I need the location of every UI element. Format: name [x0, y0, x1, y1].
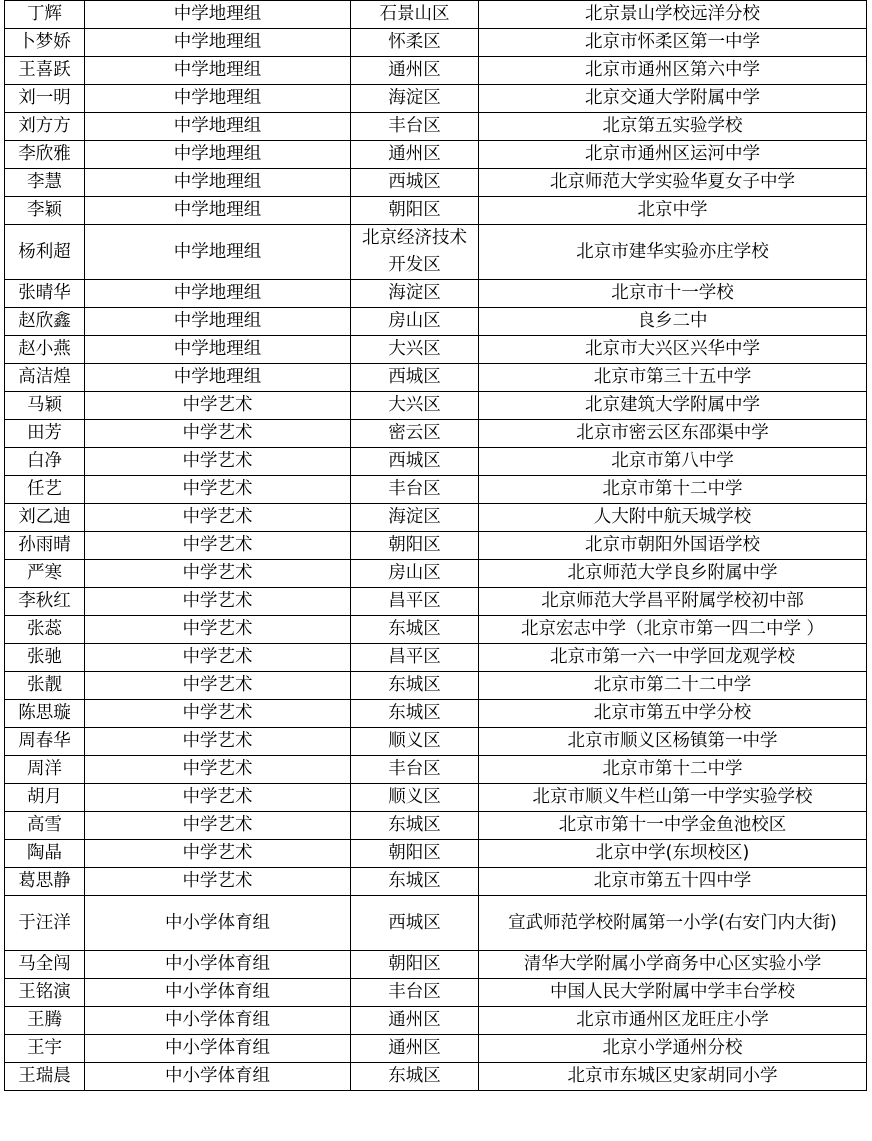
table-row	[5, 840, 867, 868]
table-row	[5, 504, 867, 532]
school-cell: 北京中学	[479, 197, 867, 225]
group-cell: 中学地理组	[85, 57, 351, 85]
name-cell: 张蕊	[5, 616, 85, 644]
school-cell: 清华大学附属小学商务中心区实验小学	[479, 951, 867, 979]
table-row	[5, 141, 867, 169]
district-cell: 石景山区	[351, 1, 479, 29]
district-cell: 丰台区	[351, 979, 479, 1007]
group-cell: 中小学体育组	[85, 1063, 351, 1091]
school-cell: 北京师范大学良乡附属中学	[479, 560, 867, 588]
name-cell: 李颖	[5, 197, 85, 225]
school-cell: 北京市建华实验亦庄学校	[479, 225, 867, 280]
district-cell: 顺义区	[351, 784, 479, 812]
roster-table	[4, 0, 867, 1091]
name-cell: 杨利超	[5, 225, 85, 280]
district-cell: 西城区	[351, 169, 479, 197]
table-row	[5, 420, 867, 448]
district-cell: 通州区	[351, 57, 479, 85]
school-cell: 宣武师范学校附属第一小学(右安门内大街)	[479, 896, 867, 951]
table-row	[5, 588, 867, 616]
district-cell: 丰台区	[351, 756, 479, 784]
name-cell: 王瑞晨	[5, 1063, 85, 1091]
name-cell: 王腾	[5, 1007, 85, 1035]
school-cell: 北京市第二十二中学	[479, 672, 867, 700]
table-row	[5, 1035, 867, 1063]
name-cell: 赵欣鑫	[5, 308, 85, 336]
table-row	[5, 728, 867, 756]
group-cell: 中学地理组	[85, 141, 351, 169]
school-cell: 北京市第五十四中学	[479, 868, 867, 896]
name-cell: 王喜跃	[5, 57, 85, 85]
district-cell: 北京经济技术开发区	[351, 225, 479, 280]
district-cell: 西城区	[351, 364, 479, 392]
district-cell: 海淀区	[351, 504, 479, 532]
table-row	[5, 868, 867, 896]
school-cell: 北京市通州区第六中学	[479, 57, 867, 85]
district-cell: 通州区	[351, 1035, 479, 1063]
name-cell: 李秋红	[5, 588, 85, 616]
table-row	[5, 644, 867, 672]
group-cell: 中学艺术	[85, 784, 351, 812]
name-cell: 周春华	[5, 728, 85, 756]
district-cell: 东城区	[351, 616, 479, 644]
name-cell: 张晴华	[5, 280, 85, 308]
group-cell: 中学艺术	[85, 812, 351, 840]
district-cell: 昌平区	[351, 644, 479, 672]
name-cell: 卜梦娇	[5, 29, 85, 57]
table-row	[5, 448, 867, 476]
table-row	[5, 476, 867, 504]
name-cell: 严寒	[5, 560, 85, 588]
district-cell: 房山区	[351, 308, 479, 336]
school-cell: 北京市顺义区杨镇第一中学	[479, 728, 867, 756]
district-cell: 东城区	[351, 1063, 479, 1091]
district-cell: 东城区	[351, 672, 479, 700]
school-cell: 中国人民大学附属中学丰台学校	[479, 979, 867, 1007]
name-cell: 马颖	[5, 392, 85, 420]
group-cell: 中学地理组	[85, 197, 351, 225]
district-cell: 海淀区	[351, 85, 479, 113]
name-cell: 周洋	[5, 756, 85, 784]
group-cell: 中学地理组	[85, 280, 351, 308]
table-row	[5, 784, 867, 812]
name-cell: 李慧	[5, 169, 85, 197]
name-cell: 王铭演	[5, 979, 85, 1007]
group-cell: 中小学体育组	[85, 896, 351, 951]
name-cell: 白净	[5, 448, 85, 476]
table-row	[5, 225, 867, 280]
table-row	[5, 896, 867, 951]
district-cell: 西城区	[351, 896, 479, 951]
table-row	[5, 57, 867, 85]
table-row	[5, 616, 867, 644]
name-cell: 刘方方	[5, 113, 85, 141]
table-row	[5, 113, 867, 141]
name-cell: 丁辉	[5, 1, 85, 29]
group-cell: 中学艺术	[85, 700, 351, 728]
table-row	[5, 364, 867, 392]
school-cell: 良乡二中	[479, 308, 867, 336]
group-cell: 中小学体育组	[85, 979, 351, 1007]
group-cell: 中小学体育组	[85, 1007, 351, 1035]
school-cell: 北京小学通州分校	[479, 1035, 867, 1063]
school-cell: 北京市第十一中学金鱼池校区	[479, 812, 867, 840]
table-row	[5, 1063, 867, 1091]
group-cell: 中小学体育组	[85, 1035, 351, 1063]
school-cell: 北京市密云区东邵渠中学	[479, 420, 867, 448]
group-cell: 中学地理组	[85, 85, 351, 113]
group-cell: 中学地理组	[85, 308, 351, 336]
name-cell: 田芳	[5, 420, 85, 448]
group-cell: 中学艺术	[85, 588, 351, 616]
district-cell: 通州区	[351, 1007, 479, 1035]
district-cell: 朝阳区	[351, 532, 479, 560]
roster-body	[5, 1, 867, 1091]
table-row	[5, 672, 867, 700]
name-cell: 张驰	[5, 644, 85, 672]
name-cell: 王宇	[5, 1035, 85, 1063]
district-cell: 怀柔区	[351, 29, 479, 57]
group-cell: 中学艺术	[85, 672, 351, 700]
school-cell: 北京市第三十五中学	[479, 364, 867, 392]
name-cell: 高洁煌	[5, 364, 85, 392]
group-cell: 中小学体育组	[85, 951, 351, 979]
district-cell: 丰台区	[351, 476, 479, 504]
name-cell: 高雪	[5, 812, 85, 840]
school-cell: 北京中学(东坝校区)	[479, 840, 867, 868]
school-cell: 北京市怀柔区第一中学	[479, 29, 867, 57]
school-cell: 人大附中航天城学校	[479, 504, 867, 532]
school-cell: 北京宏志中学（北京市第一四二中学 ）	[479, 616, 867, 644]
district-cell: 东城区	[351, 700, 479, 728]
group-cell: 中学艺术	[85, 644, 351, 672]
school-cell: 北京市第十二中学	[479, 756, 867, 784]
table-row	[5, 532, 867, 560]
school-cell: 北京市通州区龙旺庄小学	[479, 1007, 867, 1035]
table-row	[5, 979, 867, 1007]
school-cell: 北京市大兴区兴华中学	[479, 336, 867, 364]
district-cell: 昌平区	[351, 588, 479, 616]
table-row	[5, 169, 867, 197]
group-cell: 中学艺术	[85, 840, 351, 868]
group-cell: 中学地理组	[85, 364, 351, 392]
district-cell: 顺义区	[351, 728, 479, 756]
name-cell: 胡月	[5, 784, 85, 812]
name-cell: 张靓	[5, 672, 85, 700]
district-cell: 丰台区	[351, 113, 479, 141]
group-cell: 中学艺术	[85, 616, 351, 644]
name-cell: 马全闯	[5, 951, 85, 979]
table-row	[5, 392, 867, 420]
group-cell: 中学地理组	[85, 1, 351, 29]
table-row	[5, 1007, 867, 1035]
group-cell: 中学艺术	[85, 560, 351, 588]
table-row	[5, 85, 867, 113]
table-row	[5, 197, 867, 225]
group-cell: 中学艺术	[85, 448, 351, 476]
district-cell: 西城区	[351, 448, 479, 476]
district-cell: 密云区	[351, 420, 479, 448]
group-cell: 中学艺术	[85, 504, 351, 532]
name-cell: 刘一明	[5, 85, 85, 113]
table-row	[5, 29, 867, 57]
district-cell: 朝阳区	[351, 951, 479, 979]
group-cell: 中学艺术	[85, 476, 351, 504]
district-cell: 东城区	[351, 868, 479, 896]
group-cell: 中学地理组	[85, 169, 351, 197]
table-row	[5, 1, 867, 29]
school-cell: 北京市朝阳外国语学校	[479, 532, 867, 560]
district-cell: 大兴区	[351, 336, 479, 364]
table-row	[5, 756, 867, 784]
group-cell: 中学地理组	[85, 113, 351, 141]
name-cell: 李欣雅	[5, 141, 85, 169]
district-cell: 朝阳区	[351, 840, 479, 868]
group-cell: 中学艺术	[85, 532, 351, 560]
school-cell: 北京建筑大学附属中学	[479, 392, 867, 420]
district-cell: 房山区	[351, 560, 479, 588]
table-row	[5, 560, 867, 588]
table-row	[5, 812, 867, 840]
school-cell: 北京第五实验学校	[479, 113, 867, 141]
table-row	[5, 336, 867, 364]
group-cell: 中学艺术	[85, 756, 351, 784]
school-cell: 北京市第一六一中学回龙观学校	[479, 644, 867, 672]
name-cell: 葛思静	[5, 868, 85, 896]
group-cell: 中学地理组	[85, 29, 351, 57]
district-cell: 朝阳区	[351, 197, 479, 225]
name-cell: 任艺	[5, 476, 85, 504]
group-cell: 中学地理组	[85, 336, 351, 364]
school-cell: 北京市十一学校	[479, 280, 867, 308]
table-row	[5, 308, 867, 336]
group-cell: 中学艺术	[85, 728, 351, 756]
name-cell: 于汪洋	[5, 896, 85, 951]
group-cell: 中学地理组	[85, 225, 351, 280]
school-cell: 北京市第五中学分校	[479, 700, 867, 728]
school-cell: 北京市第八中学	[479, 448, 867, 476]
school-cell: 北京市通州区运河中学	[479, 141, 867, 169]
school-cell: 北京市第十二中学	[479, 476, 867, 504]
district-cell: 通州区	[351, 141, 479, 169]
name-cell: 孙雨晴	[5, 532, 85, 560]
school-cell: 北京市东城区史家胡同小学	[479, 1063, 867, 1091]
group-cell: 中学艺术	[85, 420, 351, 448]
name-cell: 赵小燕	[5, 336, 85, 364]
district-cell: 海淀区	[351, 280, 479, 308]
school-cell: 北京交通大学附属中学	[479, 85, 867, 113]
school-cell: 北京师范大学实验华夏女子中学	[479, 169, 867, 197]
group-cell: 中学艺术	[85, 392, 351, 420]
district-cell: 东城区	[351, 812, 479, 840]
name-cell: 陈思璇	[5, 700, 85, 728]
school-cell: 北京师范大学昌平附属学校初中部	[479, 588, 867, 616]
name-cell: 刘乙迪	[5, 504, 85, 532]
table-row	[5, 280, 867, 308]
table-row	[5, 951, 867, 979]
school-cell: 北京景山学校远洋分校	[479, 1, 867, 29]
district-cell: 大兴区	[351, 392, 479, 420]
table-row	[5, 700, 867, 728]
group-cell: 中学艺术	[85, 868, 351, 896]
name-cell: 陶晶	[5, 840, 85, 868]
school-cell: 北京市顺义牛栏山第一中学实验学校	[479, 784, 867, 812]
